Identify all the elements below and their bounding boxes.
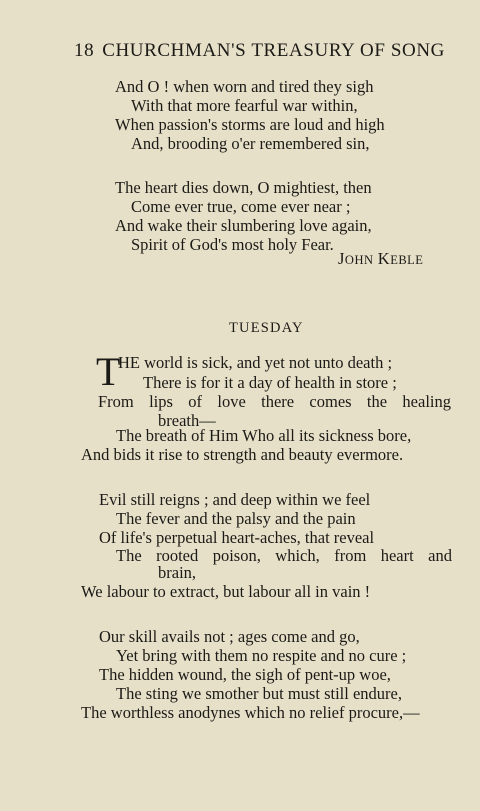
poem-line: The rooted poison, which, from heart and — [116, 546, 452, 565]
poem-line: The fever and the palsy and the pain — [116, 509, 356, 528]
poem-line: And O ! when worn and tired they sigh — [115, 77, 374, 96]
page-number: 18 — [74, 40, 95, 61]
poem-line: The hidden wound, the sigh of pent-up woe, — [99, 665, 391, 684]
poem-line: And wake their slumbering love again, — [115, 216, 372, 235]
poem-line: And bids it rise to strength and beauty evermore. — [81, 445, 404, 464]
poem-line: There is for it a day of health in store ; — [143, 373, 397, 392]
poem-line: HE world is sick, and yet not unto death ; — [118, 353, 393, 372]
poem-line: The worthless anodynes which no relief procure,— — [81, 703, 420, 722]
poem-line: The heart dies down, O mightiest, then — [115, 178, 372, 197]
poem-line: Evil still reigns ; and deep within we feel — [99, 490, 371, 509]
poem-line: brain, — [158, 563, 197, 582]
poem-line: Spirit of God's most holy Fear. — [131, 235, 334, 254]
poem-line: From lips of love there comes the healing — [98, 392, 451, 411]
section-title: TUESDAY — [229, 320, 304, 336]
poem-line: We labour to extract, but labour all in vain ! — [81, 582, 371, 601]
poem-line: Of life's perpetual heart-aches, that reveal — [99, 528, 375, 547]
poem-line: Yet bring with them no respite and no cure ; — [116, 646, 407, 665]
running-title: CHURCHMAN'S TREASURY OF SONG — [102, 40, 445, 61]
poem-line: Our skill avails not ; ages come and go, — [99, 627, 360, 646]
poem-line: Come ever true, come ever near ; — [131, 197, 351, 216]
drop-cap: T — [96, 349, 121, 394]
poem-line: With that more fearful war within, — [131, 96, 358, 115]
poem-line: And, brooding o'er remembered sin, — [131, 134, 370, 153]
poem-line: The breath of Him Who all its sickness bore, — [116, 426, 412, 445]
author-attribution: JOHN KEBLE — [338, 249, 424, 268]
running-header — [74, 40, 458, 62]
poem-line: When passion's storms are loud and high — [115, 115, 385, 134]
poem-line: breath— — [158, 411, 216, 430]
poem-line: The sting we smother but must still endure, — [116, 684, 402, 703]
